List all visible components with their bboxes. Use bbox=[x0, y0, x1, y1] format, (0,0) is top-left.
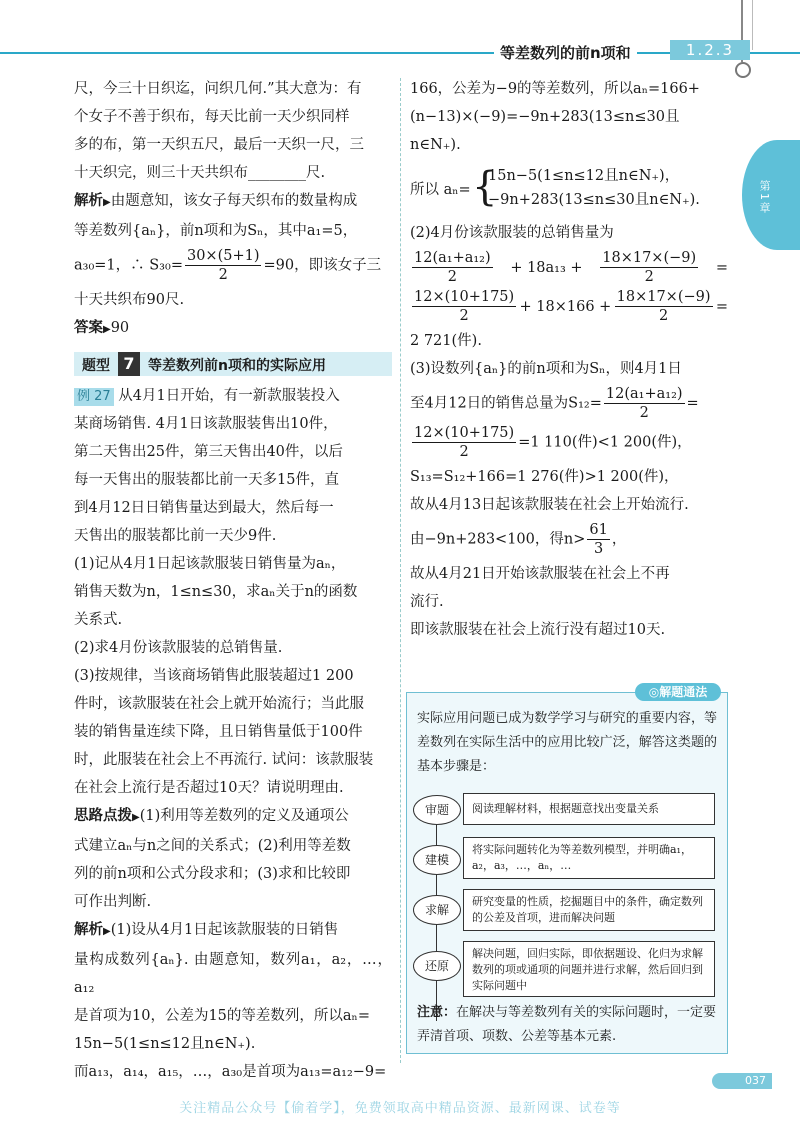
text: 由题意知，该女子每天织布的数量构成 bbox=[110, 193, 358, 209]
method-box bbox=[406, 685, 728, 1054]
piecewise-formula bbox=[410, 163, 728, 215]
text-line: 在社会上流行是否超过10天？请说明理由. bbox=[74, 780, 344, 796]
text-line: 是首项为10，公差为15的等差数列，所以aₙ= bbox=[74, 1008, 370, 1024]
text: a₃₀=1，∴ S₃₀= bbox=[74, 257, 183, 274]
numerator: 18×17×(−9) bbox=[602, 250, 697, 266]
text: = bbox=[686, 395, 699, 412]
fraction bbox=[600, 249, 698, 286]
topic-number: 7 bbox=[118, 352, 140, 376]
text-line: (2)求4月份该款服装的总销售量. bbox=[74, 640, 283, 656]
denominator: 2 bbox=[459, 444, 469, 460]
note-label: 注意： bbox=[417, 1005, 457, 1020]
text: 所以 aₙ= bbox=[410, 182, 471, 198]
answer-value: 90 bbox=[110, 320, 130, 336]
hook-decoration bbox=[752, 0, 753, 50]
left-column bbox=[74, 75, 392, 1086]
text-line: (n−13)×(−9)=−9n+283(13≤n≤30且 bbox=[410, 109, 680, 125]
text: = bbox=[715, 298, 728, 315]
text-line: 尺，今三十日织迄，问织几何.”其大意为：有 bbox=[74, 81, 362, 97]
fraction bbox=[412, 288, 516, 325]
text-line: 15n−5(1≤n≤12且n∈N₊). bbox=[74, 1036, 256, 1052]
section-number: 1.2.3 bbox=[670, 40, 750, 60]
fraction bbox=[604, 385, 685, 422]
numerator: 18×17×(−9) bbox=[616, 289, 711, 305]
text-line: S₁₃=S₁₂+166=1 276(件)>1 200(件)， bbox=[410, 469, 679, 485]
example-tag: 例 27 bbox=[74, 388, 114, 406]
fraction bbox=[185, 247, 262, 284]
text: = bbox=[715, 259, 728, 276]
text-line: 装的销售量连续下降，且日销售量低于100件 bbox=[74, 724, 363, 740]
text-line: 等差数列{aₙ}，前n项和为Sₙ，其中a₁=5， bbox=[74, 223, 358, 239]
text-line: 流行. bbox=[410, 594, 444, 610]
footer-watermark: 关注精品公众号【偷着学】，免费领取高中精品资源、最新网课、试卷等 bbox=[179, 1101, 621, 1116]
text-line: 十天共织布90尺. bbox=[74, 292, 185, 308]
text: =90，即该女子三 bbox=[263, 257, 382, 274]
case-1: 15n−5(1≤n≤12且n∈N₊)， bbox=[488, 168, 680, 184]
text-line: 列的前n项和公式分段求和；(3)求和比较即 bbox=[74, 866, 351, 882]
chapter-tab-label: 第1章 bbox=[758, 180, 771, 215]
text-line: 关系式. bbox=[74, 612, 123, 628]
text-line: 式建立aₙ与n之间的关系式；(2)利用等差数 bbox=[74, 838, 351, 854]
formula-line bbox=[410, 249, 728, 286]
step-oval: 还原 bbox=[413, 951, 461, 981]
text-line: 即该款服装在社会上流行没有超过10天. bbox=[410, 622, 666, 638]
text-line: 天售出的服装都比前一天少9件. bbox=[74, 528, 277, 544]
step-oval: 建模 bbox=[413, 845, 461, 875]
text-line: (1)记从4月1日起该款服装日销售量为aₙ， bbox=[74, 556, 346, 572]
example-line bbox=[74, 382, 392, 410]
text-line: 故从4月21日开始该款服装在社会上不再 bbox=[410, 566, 670, 582]
hint-line bbox=[74, 802, 392, 832]
text-line: 多的布，第一天织五尺，最后一天织一尺，三 bbox=[74, 137, 364, 153]
triangle-icon: ▶ bbox=[103, 197, 111, 208]
fraction bbox=[615, 288, 713, 325]
text-line: 166，公差为−9的等差数列，所以aₙ=166+ bbox=[410, 81, 700, 97]
denominator: 2 bbox=[658, 308, 669, 324]
solution-label: 解析 bbox=[74, 193, 103, 209]
column-divider bbox=[400, 78, 401, 1063]
text: 由−9n+283<100，得n> bbox=[410, 531, 586, 548]
text: 从4月1日开始，有一新款服装投入 bbox=[118, 388, 340, 404]
text-line: 个女子不善于织布，每天比前一天少织同样 bbox=[74, 109, 350, 125]
text: + 18×166 + bbox=[519, 298, 612, 315]
note-text: 在解决与等差数列有关的实际问题时，一定要弄清首项、项数、公差等基本元素. bbox=[417, 1005, 717, 1044]
chapter-tab bbox=[742, 140, 800, 250]
denominator: 3 bbox=[593, 541, 604, 557]
numerator: 12×(10+175) bbox=[414, 289, 515, 305]
brace: { bbox=[472, 164, 498, 210]
text: 至4月12日的销售总量为S₁₂= bbox=[410, 395, 602, 412]
triangle-icon: ▶ bbox=[132, 812, 140, 823]
text-line: 十天织完，则三十天共织布________尺. bbox=[74, 165, 326, 181]
text-line: (3)按规律，当该商场销售此服装超过1 200 bbox=[74, 668, 354, 684]
fraction bbox=[587, 521, 609, 558]
text: + 18a₁₃ + bbox=[510, 259, 583, 276]
text-line: n∈N₊). bbox=[410, 137, 461, 153]
topic-label: 题型 bbox=[82, 358, 110, 374]
method-note bbox=[417, 1001, 717, 1049]
text-line: 每一天售出的服装都比前一天多15件，直 bbox=[74, 472, 339, 488]
text-line: 故从4月13日起该款服装在社会上开始流行. bbox=[410, 497, 689, 513]
formula-line bbox=[410, 521, 728, 558]
header-title: 等差数列的前n项和 bbox=[494, 42, 637, 63]
text: (1)设从4月1日起该款服装的日销售 bbox=[110, 922, 339, 938]
case-2: −9n+283(13≤n≤30且n∈N₊). bbox=[488, 192, 700, 208]
text-line: 到4月12日日销售量达到最大，然后每一 bbox=[74, 500, 334, 516]
step-box: 阅读理解材料，根据题意找出变量关系 bbox=[463, 793, 715, 825]
text: =1 110(件)<1 200(件)， bbox=[518, 434, 692, 451]
topic-band bbox=[74, 352, 392, 376]
solution-line bbox=[74, 916, 392, 946]
formula-line bbox=[410, 385, 728, 422]
text-line: 而a₁₃，a₁₄，a₁₅，…，a₃₀是首项为a₁₃=a₁₂−9= bbox=[74, 1064, 387, 1080]
topic-title: 等差数列前n项和的实际应用 bbox=[148, 358, 326, 374]
step-box: 研究变量的性质，挖掘题目中的条件，确定数列的公差及首项，进而解决问题 bbox=[463, 889, 715, 931]
text-line: 2 721(件). bbox=[410, 333, 482, 349]
triangle-icon: ▶ bbox=[103, 324, 111, 335]
fraction bbox=[412, 424, 516, 461]
answer-label: 答案 bbox=[74, 320, 103, 336]
formula-line bbox=[410, 288, 728, 325]
denominator: 2 bbox=[459, 308, 469, 324]
denominator: 2 bbox=[644, 269, 654, 285]
text-line: 可作出判断. bbox=[74, 894, 152, 910]
step-box: 将实际问题转化为等差数列模型，并明确a₁，a₂，a₃，…，aₙ，… bbox=[463, 837, 715, 879]
triangle-icon: ▶ bbox=[103, 926, 111, 937]
text-line: 件时，该款服装在社会上就开始流行；当此服 bbox=[74, 696, 364, 712]
numerator: 61 bbox=[589, 522, 608, 538]
numerator: 12×(10+175) bbox=[414, 425, 515, 441]
answer-line bbox=[74, 314, 392, 344]
step-box: 解决问题，回归实际，即依据题设、化归为求解数列的项或通项的问题并进行求解，然后回归到实际问题中 bbox=[463, 941, 715, 997]
denominator: 2 bbox=[639, 405, 649, 421]
hook-ring-decoration bbox=[735, 62, 751, 78]
denominator: 2 bbox=[447, 269, 457, 285]
solution-label: 解析 bbox=[74, 922, 103, 938]
text-line: 某商场销售. 4月1日该款服装售出10件， bbox=[74, 416, 338, 432]
fraction bbox=[412, 249, 493, 286]
text: ， bbox=[611, 531, 627, 548]
numerator: 12(a₁+a₁₂) bbox=[414, 250, 491, 266]
numerator: 30×(5+1) bbox=[186, 248, 260, 264]
hint-label: 思路点拨 bbox=[74, 808, 132, 824]
text: (1)利用等差数列的定义及通项公 bbox=[139, 808, 349, 824]
text-line: (3)设数列{aₙ}的前n项和为Sₙ，则4月1日 bbox=[410, 361, 682, 377]
step-oval: 审题 bbox=[413, 795, 461, 825]
text-line: 量构成数列{aₙ}. 由题意知，数列a₁，a₂，…，a₁₂ bbox=[74, 952, 392, 996]
page-number: 037 bbox=[712, 1073, 772, 1089]
numerator: 12(a₁+a₁₂) bbox=[605, 386, 683, 402]
text-line: 销售天数为n，1≤n≤30，求aₙ关于n的函数 bbox=[74, 584, 358, 600]
right-column bbox=[410, 75, 728, 644]
denominator: 2 bbox=[218, 267, 228, 283]
step-oval: 求解 bbox=[413, 895, 461, 925]
text-line: 时，此服装在社会上不再流行. 试问：该款服装 bbox=[74, 752, 374, 768]
text-line: 第二天售出25件，第三天售出40件，以后 bbox=[74, 444, 343, 460]
formula-line bbox=[74, 247, 392, 284]
solution-line bbox=[74, 187, 392, 217]
formula-line bbox=[410, 424, 728, 461]
method-intro: 实际应用问题已成为数学学习与研究的重要内容，等差数列在实际生活中的应用比较广泛，解答这类题的基本步骤是： bbox=[417, 711, 717, 774]
text-line: (2)4月份该款服装的总销售量为 bbox=[410, 225, 614, 241]
method-box-title: ◎解题通法 bbox=[635, 683, 721, 701]
